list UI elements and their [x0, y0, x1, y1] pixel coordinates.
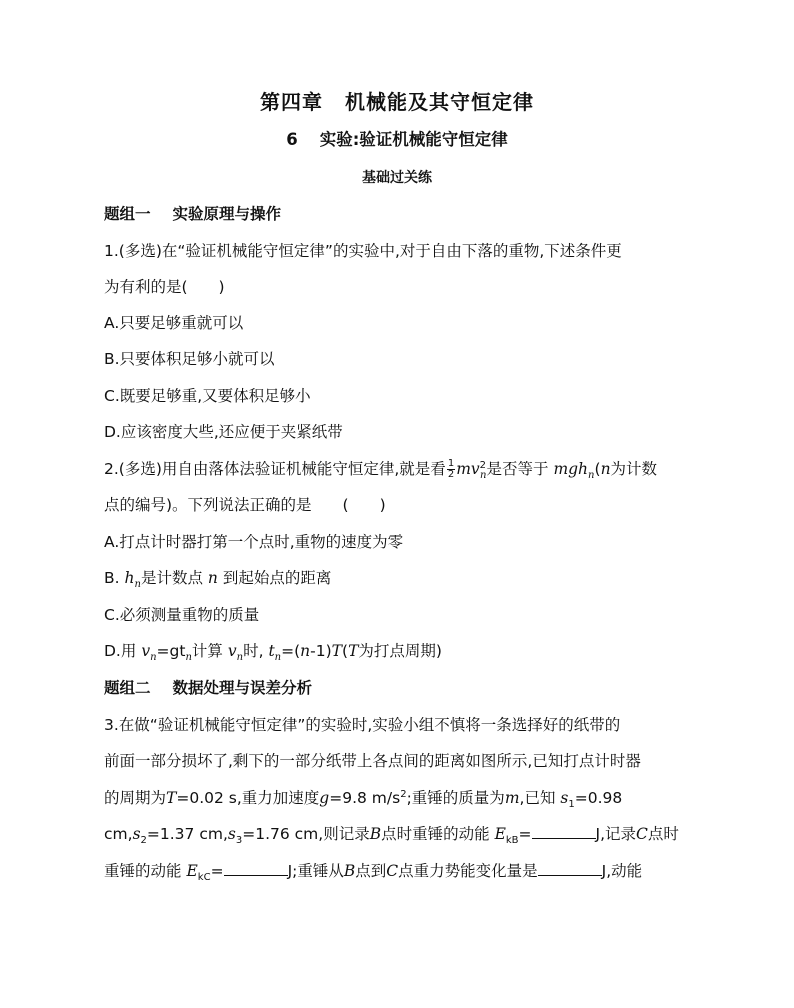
section-number: 6: [286, 130, 298, 149]
q3-line-5: 重锤的动能 $E_{kC}= J$;重锤从B点到C点重力势能变化量是 J,动能: [104, 862, 643, 884]
q2-line-2: 点的编号)。下列说法正确的是 ( ): [104, 496, 386, 514]
q1-line-1: 1.(多选)在“验证机械能守恒定律”的实验中,对于自由下落的重物,下述条件更: [104, 242, 622, 260]
q1-option-c: C.既要足够重,又要体积足够小: [104, 387, 311, 405]
q3-line-2: 前面一部分损坏了,剩下的一部分纸带上各点间的距离如图所示,已知打点计时器: [104, 752, 641, 770]
answer-blank-ekb[interactable]: [532, 824, 596, 839]
chapter-name: 机械能及其守恒定律: [345, 90, 534, 114]
group-heading-2: 题组二 数据处理与误差分析: [104, 679, 313, 697]
answer-blank-ep[interactable]: [538, 861, 602, 876]
fraction-one-half: $\frac{1}{2}$: [447, 458, 455, 480]
q2-option-a: A.打点计时器打第一个点时,重物的速度为零: [104, 533, 404, 551]
q1-line-2: 为有利的是( ): [104, 278, 225, 296]
chapter-title: [0, 92, 794, 112]
q1-option-d: D.应该密度大些,还应便于夹紧纸带: [104, 423, 343, 441]
q3-line-3: 的周期为T=0.02 s,重力加速度g=9.8 $m/s^2$;重锤的质量为m,已知 $s_1=0.98$: [104, 788, 623, 811]
q2-line-1: 2.(多选)用自由落体法验证机械能守恒定律,就是看 $\frac{1}{2}$ $mv^2_n$是否等于 mgh$_n$(n为计数: [104, 458, 658, 482]
q1-option-a: A.只要足够重就可以: [104, 314, 244, 332]
q3-line-1: 3.在做“验证机械能守恒定律”的实验时,实验小组不慎将一条选择好的纸带的: [104, 716, 621, 734]
answer-blank-ekc[interactable]: [224, 861, 288, 876]
q3-line-4: $cm,s_2=1.37$ $cm,s_3=1.76$ cm,则记录B点时重锤的动能 $E_{kB}= J$,记录C点时: [104, 825, 679, 847]
q2-option-b: B. $h_n$是计数点 n 到起始点的距离: [104, 569, 332, 591]
q1-option-b: B.只要体积足够小就可以: [104, 350, 275, 368]
q2-option-c: C.必须测量重物的质量: [104, 606, 260, 624]
q2-option-d: D.用 $v_n=gt_n$计算 $v_n$时, $t_n=(n-1)T(T$为打点周期): [104, 642, 442, 664]
section-title: [0, 130, 794, 150]
section-name: 实验:验证机械能守恒定律: [319, 130, 508, 149]
chapter-number: 第四章: [260, 90, 323, 114]
subtitle: 基础过关练: [362, 170, 432, 186]
group-heading-1: 题组一 实验原理与操作: [104, 205, 282, 223]
